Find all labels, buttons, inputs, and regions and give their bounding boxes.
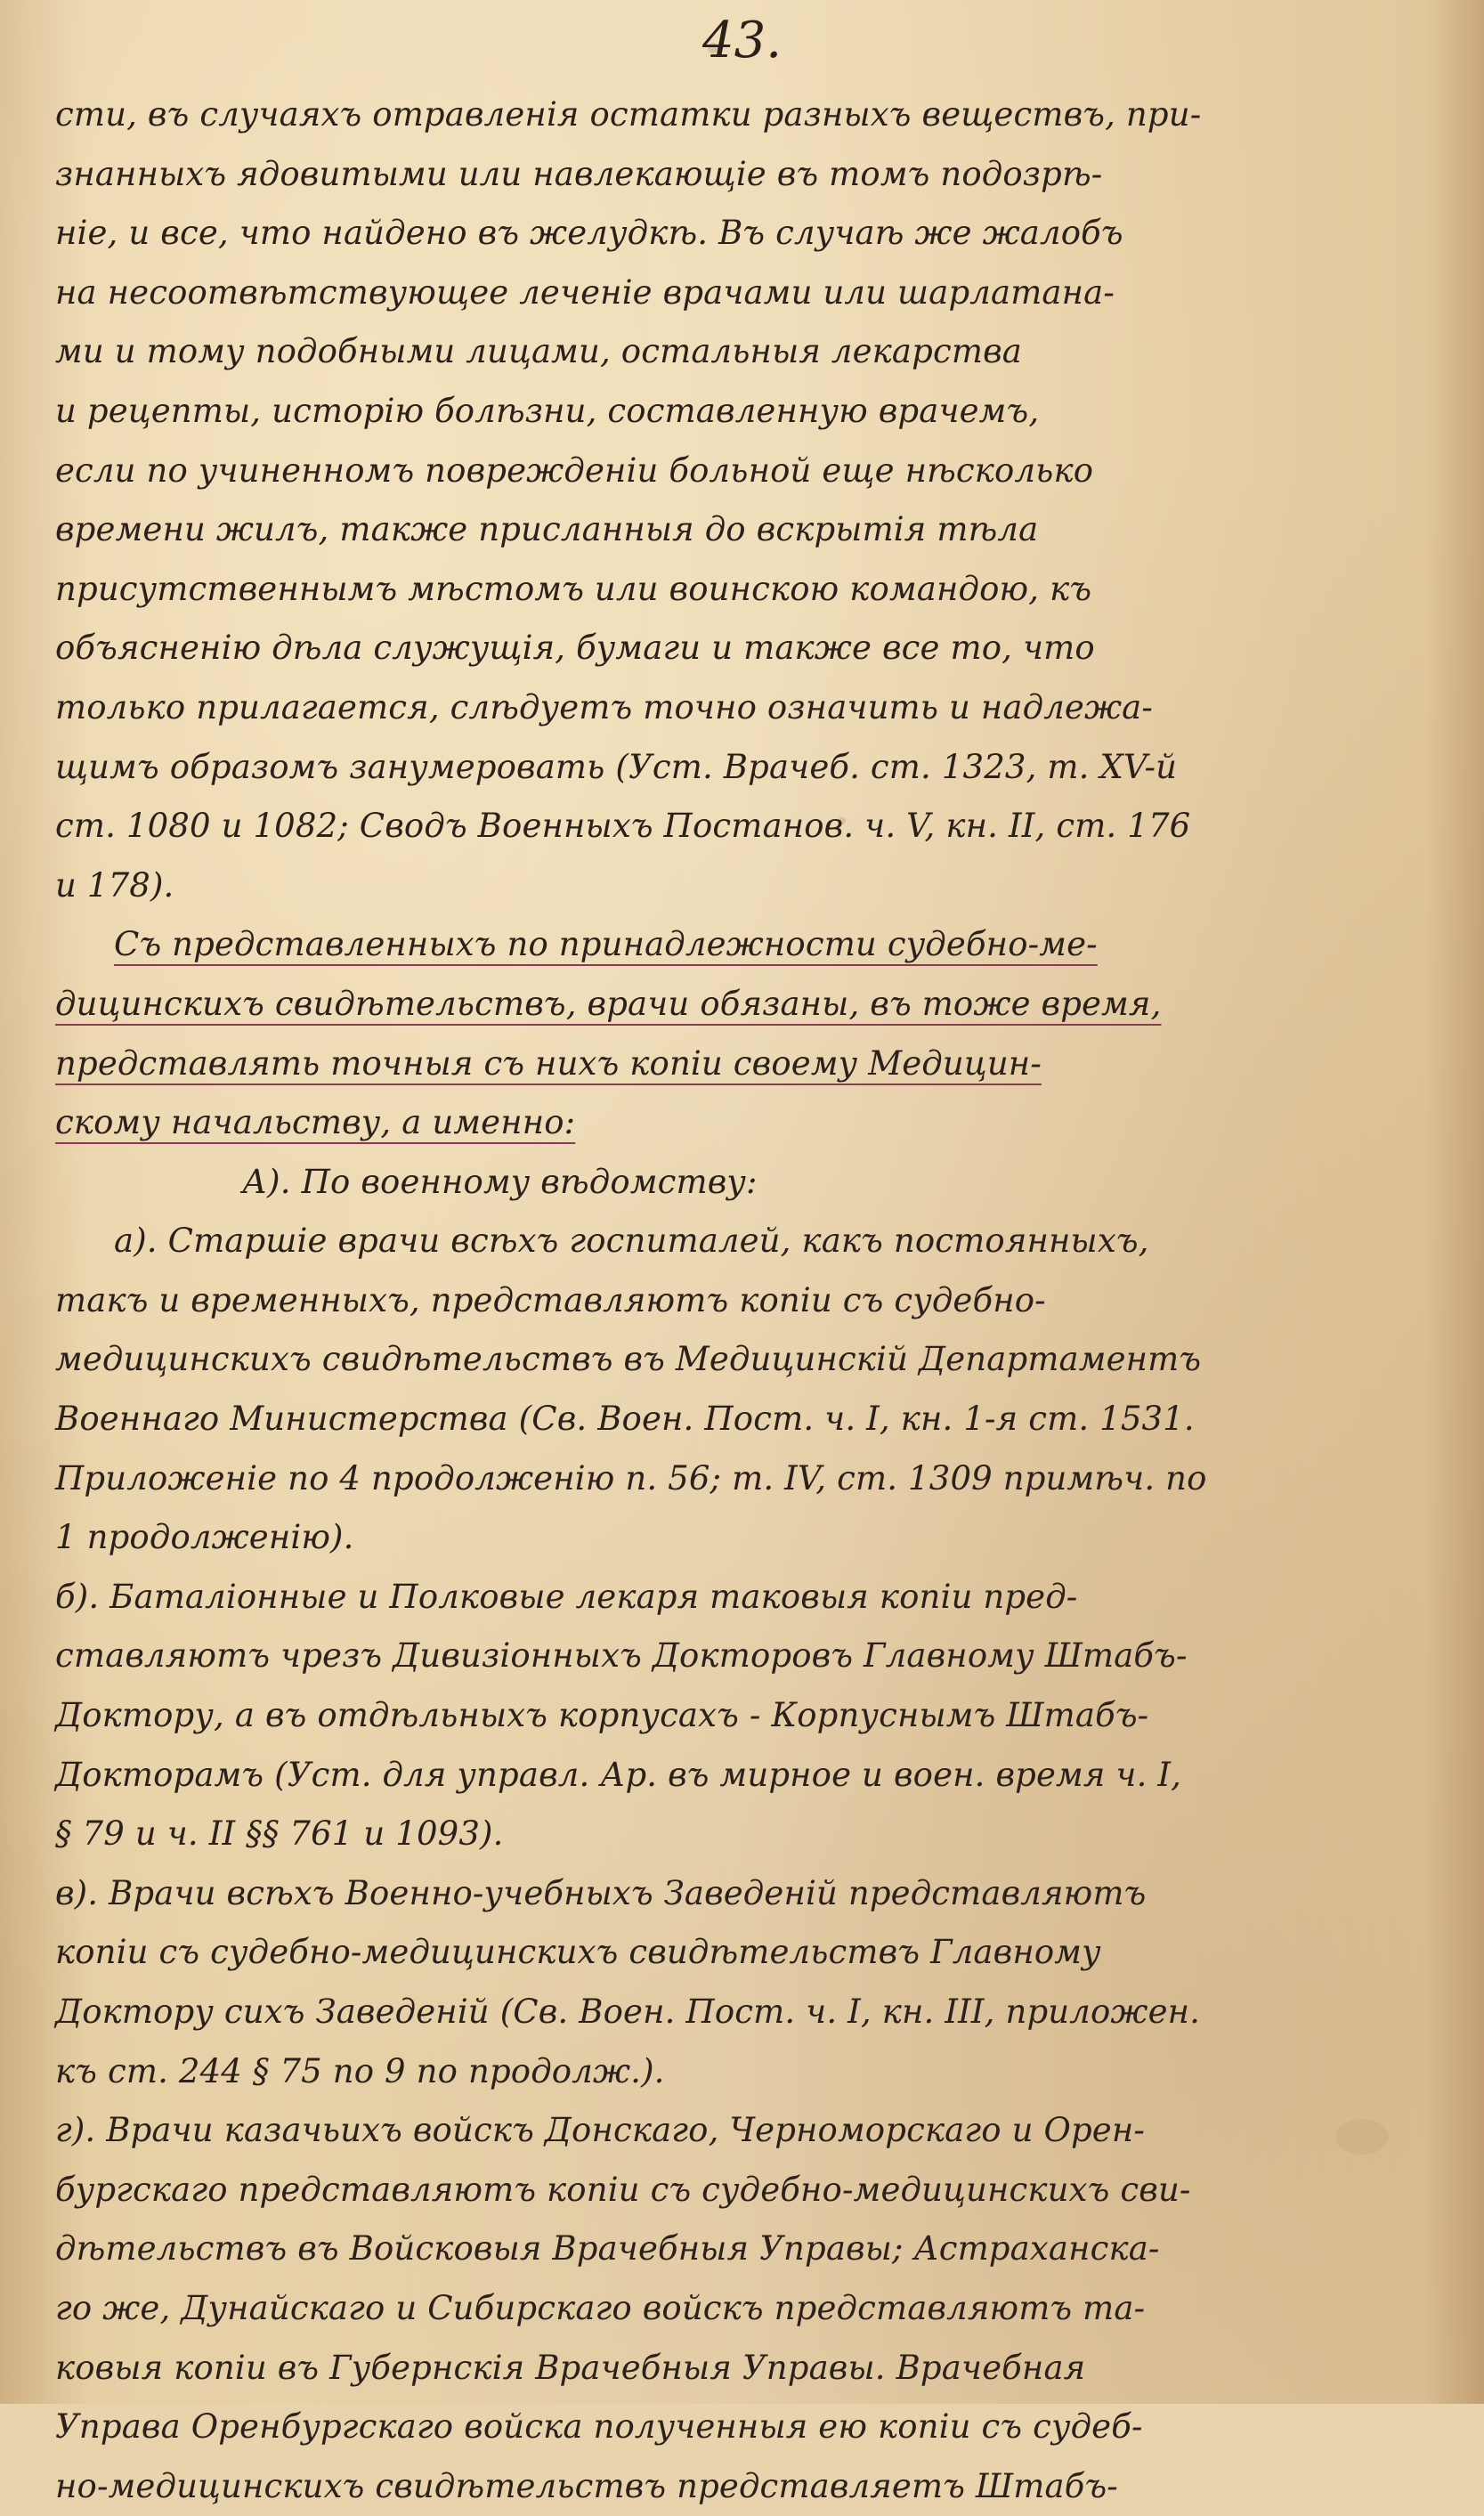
section-heading: А). По военному вѣдомству: [242, 1162, 758, 1201]
text-line: времени жилъ, также присланныя до вскрытія тѣла [55, 510, 1039, 549]
text-line: ми и тому подобными лицами, остальныя лекарства [55, 332, 1022, 371]
text-line: Приложеніе по 4 продолженію п. 56; т. IV, ст. 1309 примѣч. по [55, 1458, 1207, 1497]
text-line: Управа Оренбургскаго войска полученныя ею копіи съ судеб- [55, 2407, 1143, 2447]
text-line: а). Старшіе врачи всѣхъ госпиталей, какъ постоянныхъ, [114, 1221, 1149, 1261]
text-line: ковыя копіи въ Губернскія Врачебныя Управы. Врачебная [55, 2348, 1086, 2387]
text-line: щимъ образомъ занумеровать (Уст. Врачеб. ст. 1323, т. XV-й [55, 747, 1178, 786]
text-line: сти, въ случаяхъ отравленія остатки разныхъ веществъ, при- [55, 95, 1202, 134]
text-line: в). Врачи всѣхъ Военно-учебныхъ Заведеній представляютъ [55, 1873, 1147, 1912]
text-line: на несоотвѣтствующее леченіе врачами или шарлатана- [55, 272, 1115, 312]
text-line: ставляютъ чрезъ Дивизіонныхъ Докторовъ Главному Штабъ- [55, 1636, 1188, 1676]
text-line: дѣтельствъ въ Войсковыя Врачебныя Управы; Астраханска- [55, 2229, 1160, 2268]
text-line: ст. 1080 и 1082; Сводъ Военныхъ Постанов. ч. V, кн. II, ст. 176 [55, 807, 1191, 846]
text-line: если по учиненномъ поврежденіи больной еще нѣсколько [55, 450, 1094, 490]
text-line: копіи съ судебно-медицинскихъ свидѣтельствъ Главному [55, 1933, 1101, 1972]
text-line-underlined: дицинскихъ свидѣтельствъ, врачи обязаны, въ тоже время, [55, 984, 1162, 1023]
text-line: и рецепты, исторію болѣзни, составленную врачемъ, [55, 391, 1040, 430]
text-line: го же, Дунайскаго и Сибирскаго войскъ представляютъ та- [55, 2288, 1146, 2327]
text-line: и 178). [55, 865, 174, 905]
text-line-underlined: Съ представленныхъ по принадлежности судебно-ме- [114, 925, 1098, 964]
text-line-underlined: скому начальству, а именно: [55, 1103, 576, 1142]
text-line: г). Врачи казачьихъ войскъ Донскаго, Черноморскаго и Орен- [55, 2111, 1146, 2150]
text-line: такъ и временныхъ, представляютъ копіи съ судебно- [55, 1280, 1046, 1319]
text-line: присутственнымъ мѣстомъ или воинскою командою, къ [55, 569, 1092, 608]
text-line: къ ст. 244 § 75 по 9 по продолж.). [55, 2051, 665, 2090]
text-line: медицинскихъ свидѣтельствъ въ Медицинскій Департаментъ [55, 1340, 1202, 1379]
text-line: объясненію дѣла служущія, бумаги и также все то, что [55, 629, 1095, 668]
text-line: Доктору сихъ Заведеній (Св. Воен. Пост. ч. I, кн. III, приложен. [55, 1993, 1201, 2031]
text-line: бургскаго представляютъ копіи съ судебно-медицинскихъ сви- [55, 2170, 1191, 2209]
text-line: только прилагается, слѣдуетъ точно означить и надлежа- [55, 687, 1154, 726]
text-line: ніе, и все, что найдено въ желудкѣ. Въ случаѣ же жалобъ [55, 214, 1123, 253]
text-line: Доктору, а въ отдѣльныхъ корпусахъ - Корпуснымъ Штабъ- [55, 1696, 1149, 1735]
text-line: Военнаго Министерства (Св. Воен. Пост. ч. I, кн. 1-я ст. 1531. [55, 1400, 1195, 1439]
text-line: 1 продолженію). [55, 1518, 354, 1557]
text-line: но-медицинскихъ свидѣтельствъ представляетъ Штабъ- [55, 2466, 1118, 2505]
handwritten-text [55, 85, 1444, 2516]
text-line: знанныхъ ядовитыми или навлекающіе въ томъ подозрѣ- [55, 154, 1103, 193]
text-line-underlined: представлять точныя съ нихъ копіи своему Медицин- [55, 1043, 1042, 1083]
text-line: б). Баталіонные и Полковые лекаря таковыя копіи пред- [55, 1577, 1078, 1616]
text-line: § 79 и ч. II §§ 761 и 1093). [55, 1814, 504, 1854]
text-line: Докторамъ (Уст. для управл. Ар. въ мирное и воен. время ч. I, [55, 1755, 1182, 1794]
page-number: 43. [701, 12, 783, 69]
